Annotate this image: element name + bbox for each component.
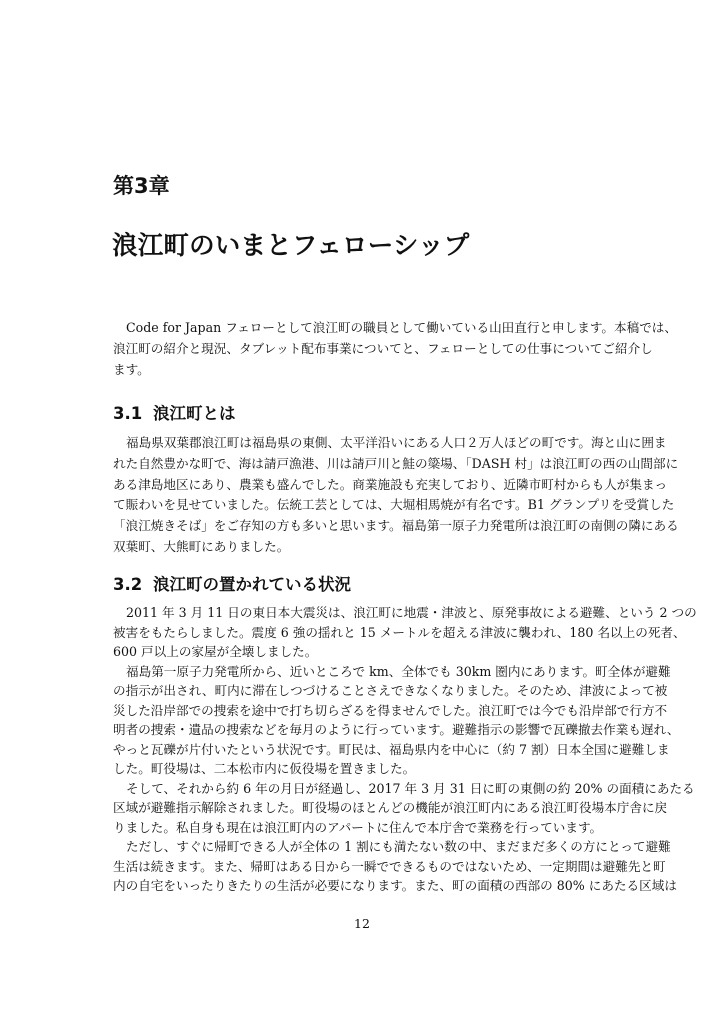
intro-paragraphs (113, 318, 677, 380)
text-line: れた自然豊かな町で、海は請戸漁港、川は請戸川と鮭の簗場、「DASH 村」は浪江町の西の山間部に (113, 455, 679, 471)
text-line: ある津島地区にあり、農業も盛んでした。商業施設も充実しており、近隣市町村からも人が集まっ (113, 476, 668, 492)
text-line: やっと瓦礫が片付いたという状況です。町民は、福島県内を中心に（約 7 割）日本全国に避難しま (113, 741, 670, 757)
section-number: 3.1 (113, 404, 143, 423)
text-line: ただし、すぐに帰町できる人が全体の 1 割にも満たない数の中、まだまだ多くの方にとって避難 (126, 839, 671, 854)
text-line: 福島県双葉郡浪江町は福島県の東側、太平洋沿いにある人口２万人ほどの町です。海と山に囲ま (126, 435, 667, 450)
section-heading-3-1 (113, 400, 236, 424)
text-line: りました。私自身も現在は浪江町内のアパートに住んで本庁舎で業務を行っています。 (113, 819, 603, 835)
text-line: 被害をもたらしました。震度 6 強の揺れと 15 メートルを超える津波に襲われ、180 名以上の死者、 (113, 624, 686, 640)
page-number: 12 (354, 916, 370, 931)
text-line: 600 戸以上の家屋が全壊しました。 (113, 644, 318, 659)
section-number: 3.2 (113, 575, 143, 594)
text-line: 2011 年 3 月 11 日の東日本大震災は、浪江町に地震・津波と、原発事故による避難、という 2 つの (126, 605, 697, 620)
text-line: 福島第一原子力発電所から、近いところで km、全体でも 30km 圏内にあります。町全体が避難 (126, 663, 671, 679)
text-line: て賑わいを見せていました。伝統工芸としては、大堀相馬焼が有名です。B1 グランプリを受賞した (113, 497, 675, 513)
section-3-1-body (113, 433, 679, 558)
text-line: ます。 (113, 361, 150, 377)
section-3-2-body (113, 603, 697, 896)
text-line: 生活は続きます。また、帰町はある日から一瞬でできるものではないため、一定期間は避難先と町 (113, 858, 666, 874)
text-line: 明者の捜索・遺品の捜索などを毎月のように行っています。避難指示の影響で瓦礫撤去作業も遅れ、 (113, 722, 680, 737)
chapter-label: 第3章 (113, 174, 170, 198)
section-title: 浪江町の置かれている状況 (153, 575, 351, 594)
section-heading-3-2 (113, 571, 351, 595)
text-line: Code for Japan フェローとして浪江町の職員として働いている山田直行と申します。本稿では、 (126, 320, 677, 335)
chapter-title: 浪江町のいまとフェローシップ (112, 231, 470, 261)
text-line: 区域が避難指示解除されました。町役場のほとんどの機能が浪江町内にある浪江町役場本庁舎に戻 (113, 800, 668, 815)
section-title: 浪江町とは (153, 404, 236, 423)
text-line: の指示が出され、町内に滞在しつづけることさえできなくなりました。そのため、津波によって被 (113, 683, 668, 698)
text-line: 災した沿岸部での捜索を途中で打ち切らざるを得ませんでした。浪江町では今でも沿岸部で行方不 (113, 702, 668, 718)
text-line: 内の自宅をいったりきたりの生活が必要になります。また、町の面積の西部の 80% にあたる区域は (113, 878, 677, 893)
text-line: した。町役場は、二本松市内に仮役場を置きました。 (113, 761, 416, 776)
text-line: 「浪江焼きそば」をご存知の方も多いと思います。福島第一原子力発電所は浪江町の南側の隣にある (113, 518, 679, 534)
text-line: 浪江町の紹介と現況、タブレット配布事業についてと、フェローとしての仕事についてご紹介し (113, 340, 653, 356)
text-line: 双葉町、大熊町にありました。 (113, 538, 290, 554)
text-line: そして、それから約 6 年の月日が経過し、2017 年 3 月 31 日に町の東側の約 20% の面積にあたる (126, 780, 695, 796)
